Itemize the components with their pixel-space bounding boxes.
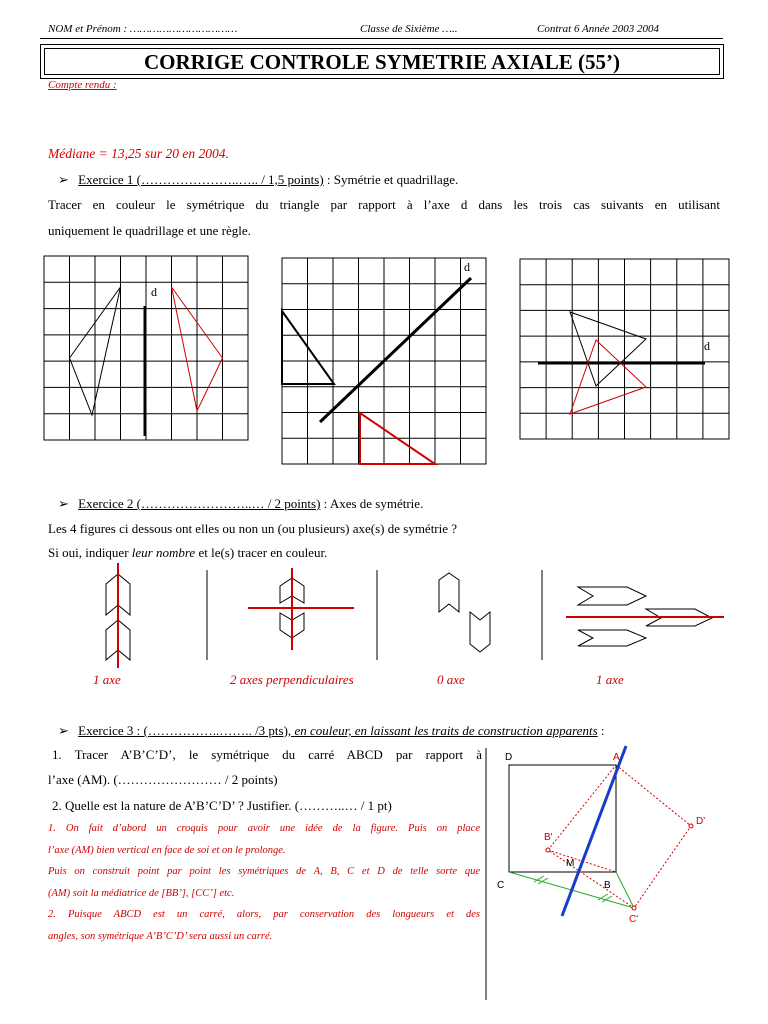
exercise-2-line1: Les 4 figures ci dessous ont elles ou non un (ou plusieurs) axe(s) de symétrie ? [48,521,458,536]
exercise-3-heading: ➢ Exercice 3 : (……………..…….. /3 pts), en couleur, en laissant les traits de construction apparents : [58,723,605,738]
question-2: 2. Quelle est la nature de A’B’C’D’ ? Justifier. (………..… / 1 pt) [52,798,392,813]
point-m-label: M [566,858,575,869]
answer-2: 2 axes perpendiculaires [230,672,354,687]
compte-rendu: Compte rendu : [48,79,117,91]
exercise-2-label: Exercice 2 (……………………..… / 2 points) [78,496,321,511]
point-a-label: A [613,752,620,763]
exercise-1-label: Exercice 1 (…………………..….. / 1,5 points) [78,172,324,187]
square-construction [486,738,726,1004]
grid-3 [520,259,729,439]
triangle-original [570,312,646,386]
mediane: Médiane = 13,25 sur 20 en 2004. [48,146,229,161]
answer-3: 0 axe [437,672,465,687]
answer-1: 1 axe [93,672,121,687]
point-bp-label: B' [544,832,553,843]
exercise-1-topic: : Symétrie et quadrillage. [323,172,459,187]
point-c-label: C [497,880,505,891]
point-d-label: D [505,752,513,763]
class-field: Classe de Sixième ….. [360,23,458,35]
exercise-1-line2: uniquement le quadrillage et une règle. [48,223,251,238]
page-title: CORRIGE CONTROLE SYMETRIE AXIALE (55’) [44,48,720,75]
exercise-2-line2: Si oui, indiquer leur nombre et le(s) tracer en couleur. [48,545,328,560]
square-symmetric [548,765,691,908]
contract-field: Contrat 6 Année 2003 2004 [537,23,660,35]
exercise-3-label: Exercice 3 : (……………..…….. [78,723,252,738]
axis-d [320,278,471,422]
exercise-1-line1: Tracer en couleur le symétrique du triangle par rapport à l’axe d dans les trois cas suivants en utilisant [48,197,720,212]
grid-1 [44,256,248,440]
title-box [40,44,724,79]
grid-2 [282,258,486,464]
answer-4: 1 axe [596,672,624,687]
question-1-line2: l’axe (AM). (…………………… / 2 points) [48,772,278,787]
header-rule [40,38,723,39]
axis-label: d [464,260,470,274]
bullet-icon: ➢ [58,496,69,511]
bullet-icon: ➢ [58,172,69,187]
figure-4 [566,587,724,646]
exercise-2-topic: : Axes de symétrie. [320,496,424,511]
point-dp-label: D' [696,816,706,827]
exercise-3-instruction: en couleur, en laissant les traits de construction apparents [294,723,598,738]
axis-label: d [704,339,710,353]
bullet-icon: ➢ [58,723,69,738]
question-1-line1: 1. Tracer A’B’C’D’, le symétrique du carré ABCD par rapport à [52,747,482,762]
name-field: NOM et Prénom : …………………………… [48,23,238,35]
figure-1 [106,563,130,668]
figure-3 [439,573,490,652]
figure-2 [248,568,354,650]
explanation: 1. On fait d’abord un croquis pour avoir une idée de la figure. Puis on place l’axe (AM) bien vertical en face de soi et on le prolonge. Puis on construit point par point les symétriques de A, B, C et D de telle sorte que (AM) soit la médiatrice de [BB’], [CC’] etc. 2. Puisque ABCD est un carré, alors, par conservation des longueurs et des angles, son symétrique A’B’C’D’ sera aussi un carré. [48,823,480,942]
exercise-2-heading [58,496,423,512]
point-cp-label: C' [629,914,639,925]
construction-bc [616,872,634,908]
exercise-1-heading [58,172,458,188]
triangle-symmetric [570,340,646,414]
point-b-label: B [604,880,611,891]
axis-label: d [151,285,157,299]
symmetry-figures [0,560,768,670]
